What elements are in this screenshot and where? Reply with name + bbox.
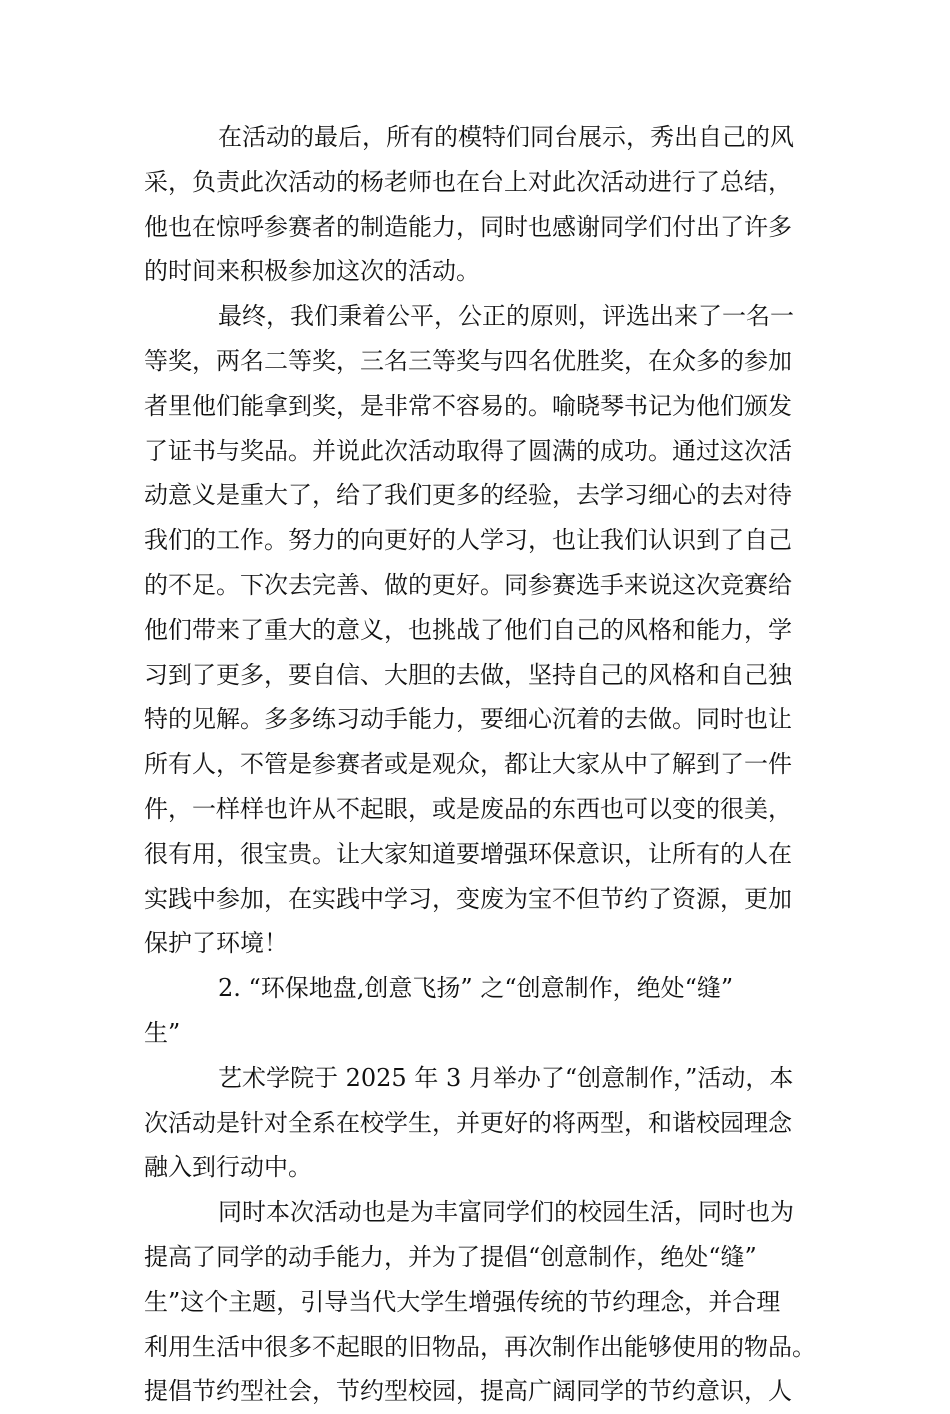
paragraph-awards [144,294,806,966]
text-line: 我们的工作。努力的向更好的人学习，也让我们认识到了自己 [144,526,792,555]
text-line: 很有用，很宝贵。让大家知道要增强环保意识，让所有的人在 [144,839,792,868]
text-line: 融入到行动中。 [144,1153,312,1182]
text-line: 的不足。下次去完善、做的更好。同参赛选手来说这次竞赛给 [144,570,792,599]
heading-line: 2. “环保地盘,创意飞扬” 之“创意制作，绝处“缝” [218,974,734,1003]
text-line: 利用生活中很多不起眼的旧物品，再次制作出能够使用的物品。 [144,1332,816,1361]
text-line: 习到了更多，要自信、大胆的去做，坚持自己的风格和自己独 [144,660,792,689]
text-line: 了证书与奖品。并说此次活动取得了圆满的成功。通过这次活 [144,436,792,465]
text-line: 动意义是重大了，给了我们更多的经验，去学习细心的去对待 [144,481,792,510]
text-line: 他也在惊呼参赛者的制造能力，同时也感谢同学们付出了许多 [144,212,792,241]
text-line: 件，一样样也许从不起眼，或是废品的东西也可以变的很美， [144,794,792,823]
text-line: 他们带来了重大的意义，也挑战了他们自己的风格和能力，学 [144,615,792,644]
text-line: 提倡节约型社会，节约型校园，提高广阔同学的节约意识，人 [144,1377,792,1406]
text-line: 保护了环境！ [144,929,288,958]
text-line: 艺术学院于 2025 年 3 月举办了“创意制作，”活动，本 [218,1063,794,1092]
text-line: 的时间来积极参加这次的活动。 [144,257,480,286]
text-line: 采，负责此次活动的杨老师也在台上对此次活动进行了总结， [144,167,792,196]
text-line: 次活动是针对全系在校学生，并更好的将两型，和谐校园理念 [144,1108,792,1137]
text-line: 在活动的最后，所有的模特们同台展示，秀出自己的风 [218,123,794,151]
heading-line: 生” [144,1018,181,1047]
text-line: 特的见解。多多练习动手能力，要细心沉着的去做。同时也让 [144,705,792,734]
text-line: 提高了同学的动手能力，并为了提倡“创意制作，绝处“缝” [144,1242,757,1271]
paragraph-event-intro [144,1056,806,1190]
text-line: 生”这个主题，引导当代大学生增强传统的节约理念，并合理 [144,1287,781,1316]
text-line: 最终，我们秉着公平，公正的原则，评选出来了一名一 [218,302,794,331]
text-line: 同时本次活动也是为丰富同学们的校园生活，同时也为 [218,1198,794,1227]
document-body [144,115,816,1414]
text-line: 所有人，不管是参赛者或是观众，都让大家从中了解到了一件 [144,750,792,779]
section-heading [144,966,806,1056]
paragraph-event-purpose [144,1190,816,1414]
text-line: 等奖，两名二等奖，三名三等奖与四名优胜奖，在众多的参加 [144,346,792,375]
text-line: 实践中参加，在实践中学习，变废为宝不但节约了资源，更加 [144,884,792,913]
text-line: 者里他们能拿到奖，是非常不容易的。喻晓琴书记为他们颁发 [144,391,792,420]
paragraph-closing-showcase [144,115,806,294]
